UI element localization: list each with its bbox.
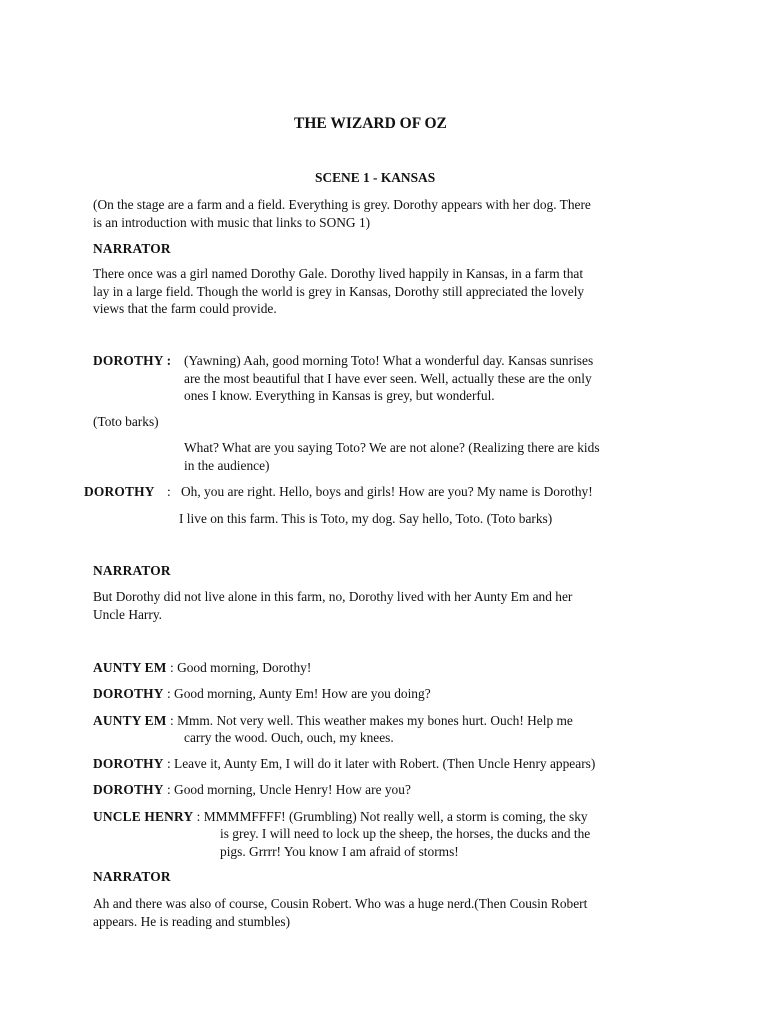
speech-text: : Good morning, Dorothy! — [170, 660, 312, 675]
speaker-dorothy: DOROTHY — [84, 484, 155, 499]
speaker-uncle-henry: UNCLE HENRY — [93, 809, 194, 824]
uncle-henry-speech-cont — [220, 825, 700, 860]
speaker-dorothy: DOROTHY — [93, 686, 164, 701]
speaker-narrator: NARRATOR — [93, 869, 171, 884]
speech-line: appears. He is reading and stumbles) — [93, 913, 291, 929]
speech-line: in the audience) — [184, 457, 270, 473]
stage-direction — [93, 196, 693, 231]
speaker-aunty-em: AUNTY EM — [93, 713, 167, 728]
speech-text: : Good morning, Aunty Em! How are you doing? — [166, 686, 431, 701]
dorothy-speech-continued — [184, 439, 704, 474]
speech-line: (Yawning) Aah, good morning Toto! What a wonderful day. Kansas sunrises — [184, 353, 594, 368]
speech-line: carry the wood. Ouch, ouch, my knees. — [184, 730, 394, 745]
document-title: THE WIZARD OF OZ — [294, 115, 447, 132]
speaker-aunty-em: AUNTY EM — [93, 660, 167, 675]
dialogue-line — [93, 712, 573, 730]
speech-line: are the most beautiful that I have ever seen. Well, actually these are the only — [184, 370, 592, 386]
speech-line: I live on this farm. This is Toto, my dog. Say hello, Toto. (Toto barks) — [179, 511, 553, 526]
scene-heading: SCENE 1 - KANSAS — [315, 170, 436, 185]
speech-line: But Dorothy did not live alone in this farm, no, Dorothy lived with her Aunty Em and her — [93, 589, 573, 604]
speech-text: : MMMMFFFF! (Grumbling) Not really well, a storm is coming, the sky — [196, 809, 588, 824]
speech-line: views that the farm could provide. — [93, 301, 277, 316]
speech-text: : Mmm. Not very well. This weather makes my bones hurt. Ouch! Help me — [170, 713, 573, 728]
speech-line: What? What are you saying Toto? We are not alone? (Realizing there are kids — [184, 440, 600, 455]
speech-line: pigs. Grrrr! You know I am afraid of storms! — [220, 843, 459, 859]
dialogue-line — [93, 685, 431, 703]
speech-line: There once was a girl named Dorothy Gale. Dorothy lived happily in Kansas, in a farm that — [93, 266, 584, 281]
speech-line: Oh, you are right. Hello, boys and girls! How are you? My name is Dorothy! — [181, 484, 593, 499]
speech-line: ones I know. Everything in Kansas is grey, but wonderful. — [184, 388, 495, 403]
speaker-colon: : — [167, 484, 171, 499]
dialogue-line — [93, 755, 595, 773]
speaker-narrator: NARRATOR — [93, 241, 171, 256]
narrator-speech — [93, 265, 683, 318]
dialogue-line — [93, 808, 588, 826]
stage-direction-toto: (Toto barks) — [93, 414, 159, 429]
speech-line: is grey. I will need to lock up the sheep, the horses, the ducks and the — [220, 826, 591, 841]
speech-text: : Leave it, Aunty Em, I will do it later with Robert. (Then Uncle Henry appears) — [166, 756, 596, 771]
speech-line: lay in a large field. Though the world is grey in Kansas, Dorothy still appreciated the lovely — [93, 283, 585, 299]
speaker-dorothy: DOROTHY : — [93, 353, 172, 368]
stage-direction-line: is an introduction with music that links to SONG 1) — [93, 214, 371, 230]
speaker-dorothy: DOROTHY — [93, 756, 164, 771]
dialogue-line — [93, 781, 411, 799]
speaker-narrator: NARRATOR — [93, 563, 171, 578]
dorothy-speech — [184, 352, 704, 405]
speech-line: Uncle Harry. — [93, 606, 163, 622]
narrator-speech — [93, 588, 683, 623]
dialogue-line — [93, 659, 311, 677]
speaker-dorothy: DOROTHY — [93, 782, 164, 797]
speech-text: : Good morning, Uncle Henry! How are you? — [166, 782, 411, 797]
narrator-speech — [93, 895, 693, 930]
stage-direction-line: (On the stage are a farm and a field. Everything is grey. Dorothy appears with her dog. There — [93, 197, 591, 212]
speech-line: Ah and there was also of course, Cousin Robert. Who was a huge nerd.(Then Cousin Robert — [93, 896, 588, 911]
